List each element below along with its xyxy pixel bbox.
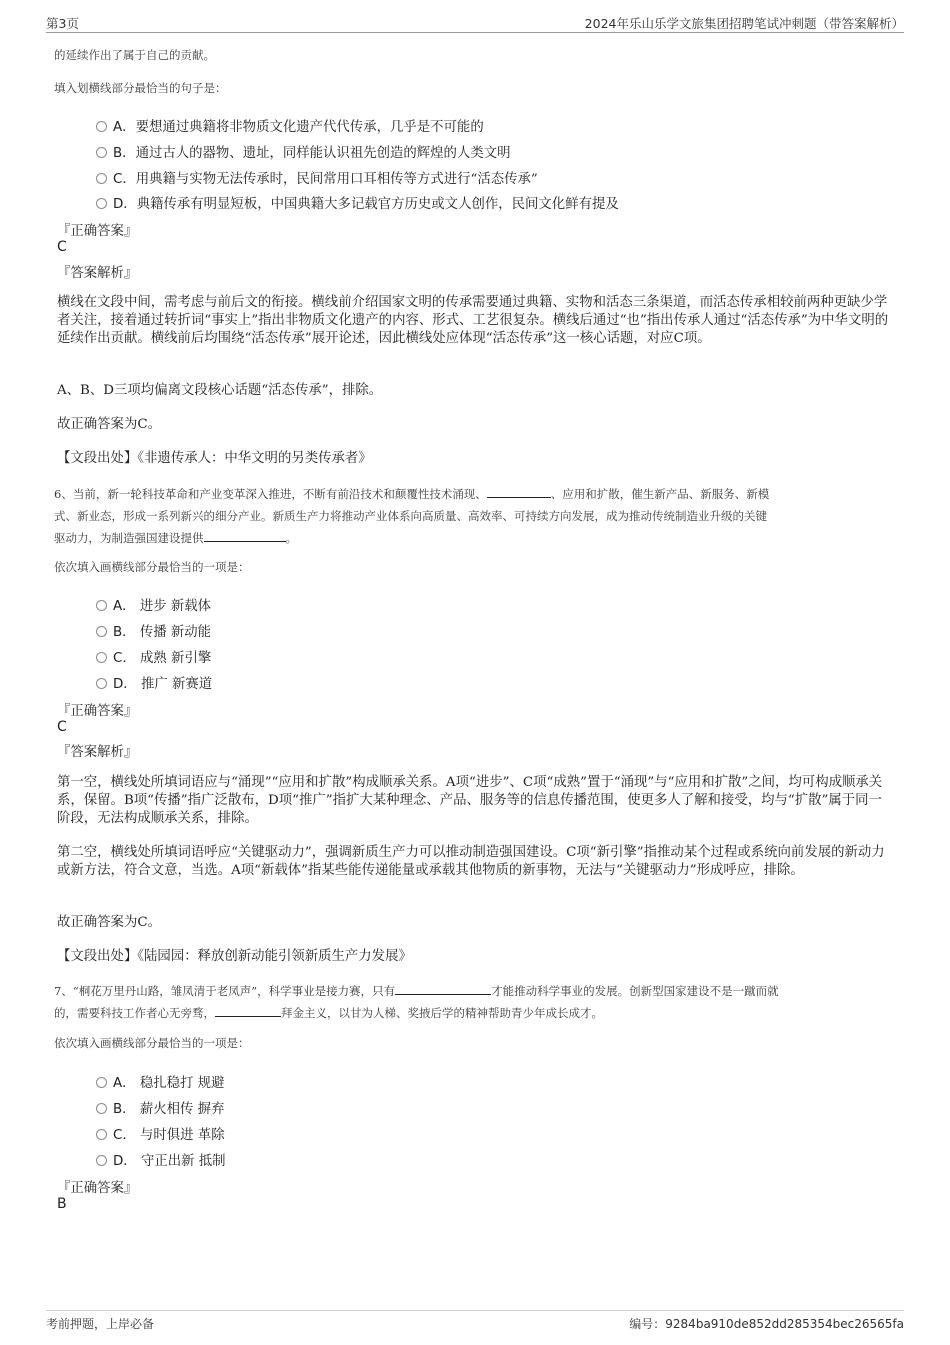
q6-analysis-paragraph: 第二空，横线处所填词语呼应“关键驱动力”，强调新质生产力可以推动制造强国建设。C项“新引擎”指推动某个过程或系统向前发展的新动力或新方法，符合文意，当选。A项“新载体”指某些能传递能量或承载其他物质的新事物，无法与“关键驱动力”形成呼应，排除。	[57, 845, 885, 878]
q7-option-c[interactable]: C． 与时俱进 革除	[96, 1124, 225, 1143]
q5-answer: C	[57, 239, 67, 255]
question-7-prompt: 依次填入画横线部分最恰当的一项是：	[54, 1036, 250, 1050]
q5-conclusion: 故正确答案为C。	[57, 417, 161, 432]
radio-icon[interactable]	[96, 198, 107, 209]
q5-answer-label: 『正确答案』	[57, 224, 138, 239]
question-5-prompt: 填入划横线部分最恰当的句子是：	[54, 81, 227, 95]
q6-answer: C	[57, 719, 67, 735]
q7-option-a[interactable]: A． 稳扎稳打 规避	[96, 1072, 224, 1091]
document-title: 2024年乐山乐学文旅集团招聘笔试冲刺题（带答案解析）	[584, 16, 904, 31]
fill-blank	[215, 1016, 281, 1017]
q6-option-a[interactable]: A． 进步 新载体	[96, 595, 211, 614]
q5-analysis-paragraph: 横线在文段中间，需考虑与前后文的衔接。横线前介绍国家文明的传承需要通过典籍、实物和活态三条渠道，而活态传承相较前两种更缺少学者关注，接着通过转折词“事实上”指出非物质文化遗产的内容、形式、工艺很复杂。横线后通过“也”指出传承人通过“活态传承”为中华文明的延续作出贡献。横线前后均围绕“活态传承”展开论述，因此横线处应体现“活态传承”这一核心话题，对应C项。	[57, 295, 889, 346]
radio-icon[interactable]	[96, 147, 107, 158]
q5-option-c[interactable]: C．用典籍与实物无法传承时，民间常用口耳相传等方式进行“活态传承”	[96, 168, 538, 187]
q6-option-d[interactable]: D． 推广 新赛道	[96, 673, 212, 692]
radio-icon[interactable]	[96, 652, 107, 663]
q7-option-b[interactable]: B． 薪火相传 摒弃	[96, 1098, 224, 1117]
footer-slogan: 考前押题，上岸必备	[46, 1317, 155, 1331]
question-5-tail: 的延续作出了属于自己的贡献。	[54, 48, 215, 62]
question-7-stem: 7、“桐花万里丹山路，雏凤清于老凤声”，科学事业是接力赛，只有 才能推动科学事业的发展。创新型国家建设不是一蹴而就 的，需要科技工作者心无旁骛， 拜金主义，以甘为人梯、奖掖后学的精神帮助青少年成长成才。	[54, 984, 779, 1020]
q6-analysis-paragraph: 第一空，横线处所填词语应与“涌现”“应用和扩散”构成顺承关系。A项“进步”、C项“成熟”置于“涌现”与“应用和扩散”之间，均可构成顺承关系，保留。B项“传播”指广泛散布，D项“推广”指扩大某种理念、产品、服务等的信息传播范围，使更多人了解和接受，均与“扩散”属于同一阶段，无法构成顺承关系，排除。	[57, 775, 883, 826]
page-footer	[46, 1310, 904, 1331]
q5-option-a[interactable]: A．要想通过典籍将非物质文化遗产代代传承，几乎是不可能的	[96, 116, 484, 135]
document-id: 编号：9284ba910de852dd285354bec26565fa	[629, 1317, 904, 1331]
fill-blank	[395, 994, 491, 995]
question-6-prompt: 依次填入画横线部分最恰当的一项是：	[54, 560, 250, 574]
q5-option-d[interactable]: D．典籍传承有明显短板，中国典籍大多记载官方历史或文人创作，民间文化鲜有提及	[96, 193, 619, 212]
question-6-stem: 6、当前，新一轮科技革命和产业变革深入推进，不断有前沿技术和颠覆性技术涌现、 、应用和扩散，催生新产品、新服务、新模 式、新业态，形成一系列新兴的细分产业。新质生产力将推动产业体系向高质量、高效率、可持续方向发展，成为推动传统制造业升级的关键 驱动力，为制造强国建设提供 。	[54, 487, 770, 545]
page-header	[46, 14, 904, 33]
q5-option-b[interactable]: B．通过古人的器物、遗址，同样能认识祖先创造的辉煌的人类文明	[96, 142, 511, 161]
q6-source: 【文段出处】《陆园园：释放创新动能引领新质生产力发展》	[57, 949, 412, 964]
radio-icon[interactable]	[96, 121, 107, 132]
radio-icon[interactable]	[96, 678, 107, 689]
radio-icon[interactable]	[96, 1103, 107, 1114]
q5-source: 【文段出处】《非遗传承人：中华文明的另类传承者》	[57, 451, 372, 466]
q5-analysis-label: 『答案解析』	[57, 266, 138, 281]
page-number: 第3页	[46, 16, 79, 31]
q6-answer-label: 『正确答案』	[57, 704, 138, 719]
radio-icon[interactable]	[96, 600, 107, 611]
q6-conclusion: 故正确答案为C。	[57, 915, 161, 930]
fill-blank	[487, 497, 551, 498]
q6-option-b[interactable]: B． 传播 新动能	[96, 621, 211, 640]
fill-blank	[204, 541, 286, 542]
q7-answer-label: 『正确答案』	[57, 1181, 138, 1196]
radio-icon[interactable]	[96, 626, 107, 637]
radio-icon[interactable]	[96, 173, 107, 184]
q6-analysis-label: 『答案解析』	[57, 745, 138, 760]
q7-answer: B	[57, 1196, 67, 1212]
radio-icon[interactable]	[96, 1155, 107, 1166]
radio-icon[interactable]	[96, 1129, 107, 1140]
q7-option-d[interactable]: D． 守正出新 抵制	[96, 1150, 226, 1169]
q6-option-c[interactable]: C． 成熟 新引擎	[96, 647, 211, 666]
q5-analysis-paragraph: A、B、D三项均偏离文段核心话题“活态传承”，排除。	[57, 383, 383, 398]
radio-icon[interactable]	[96, 1077, 107, 1088]
